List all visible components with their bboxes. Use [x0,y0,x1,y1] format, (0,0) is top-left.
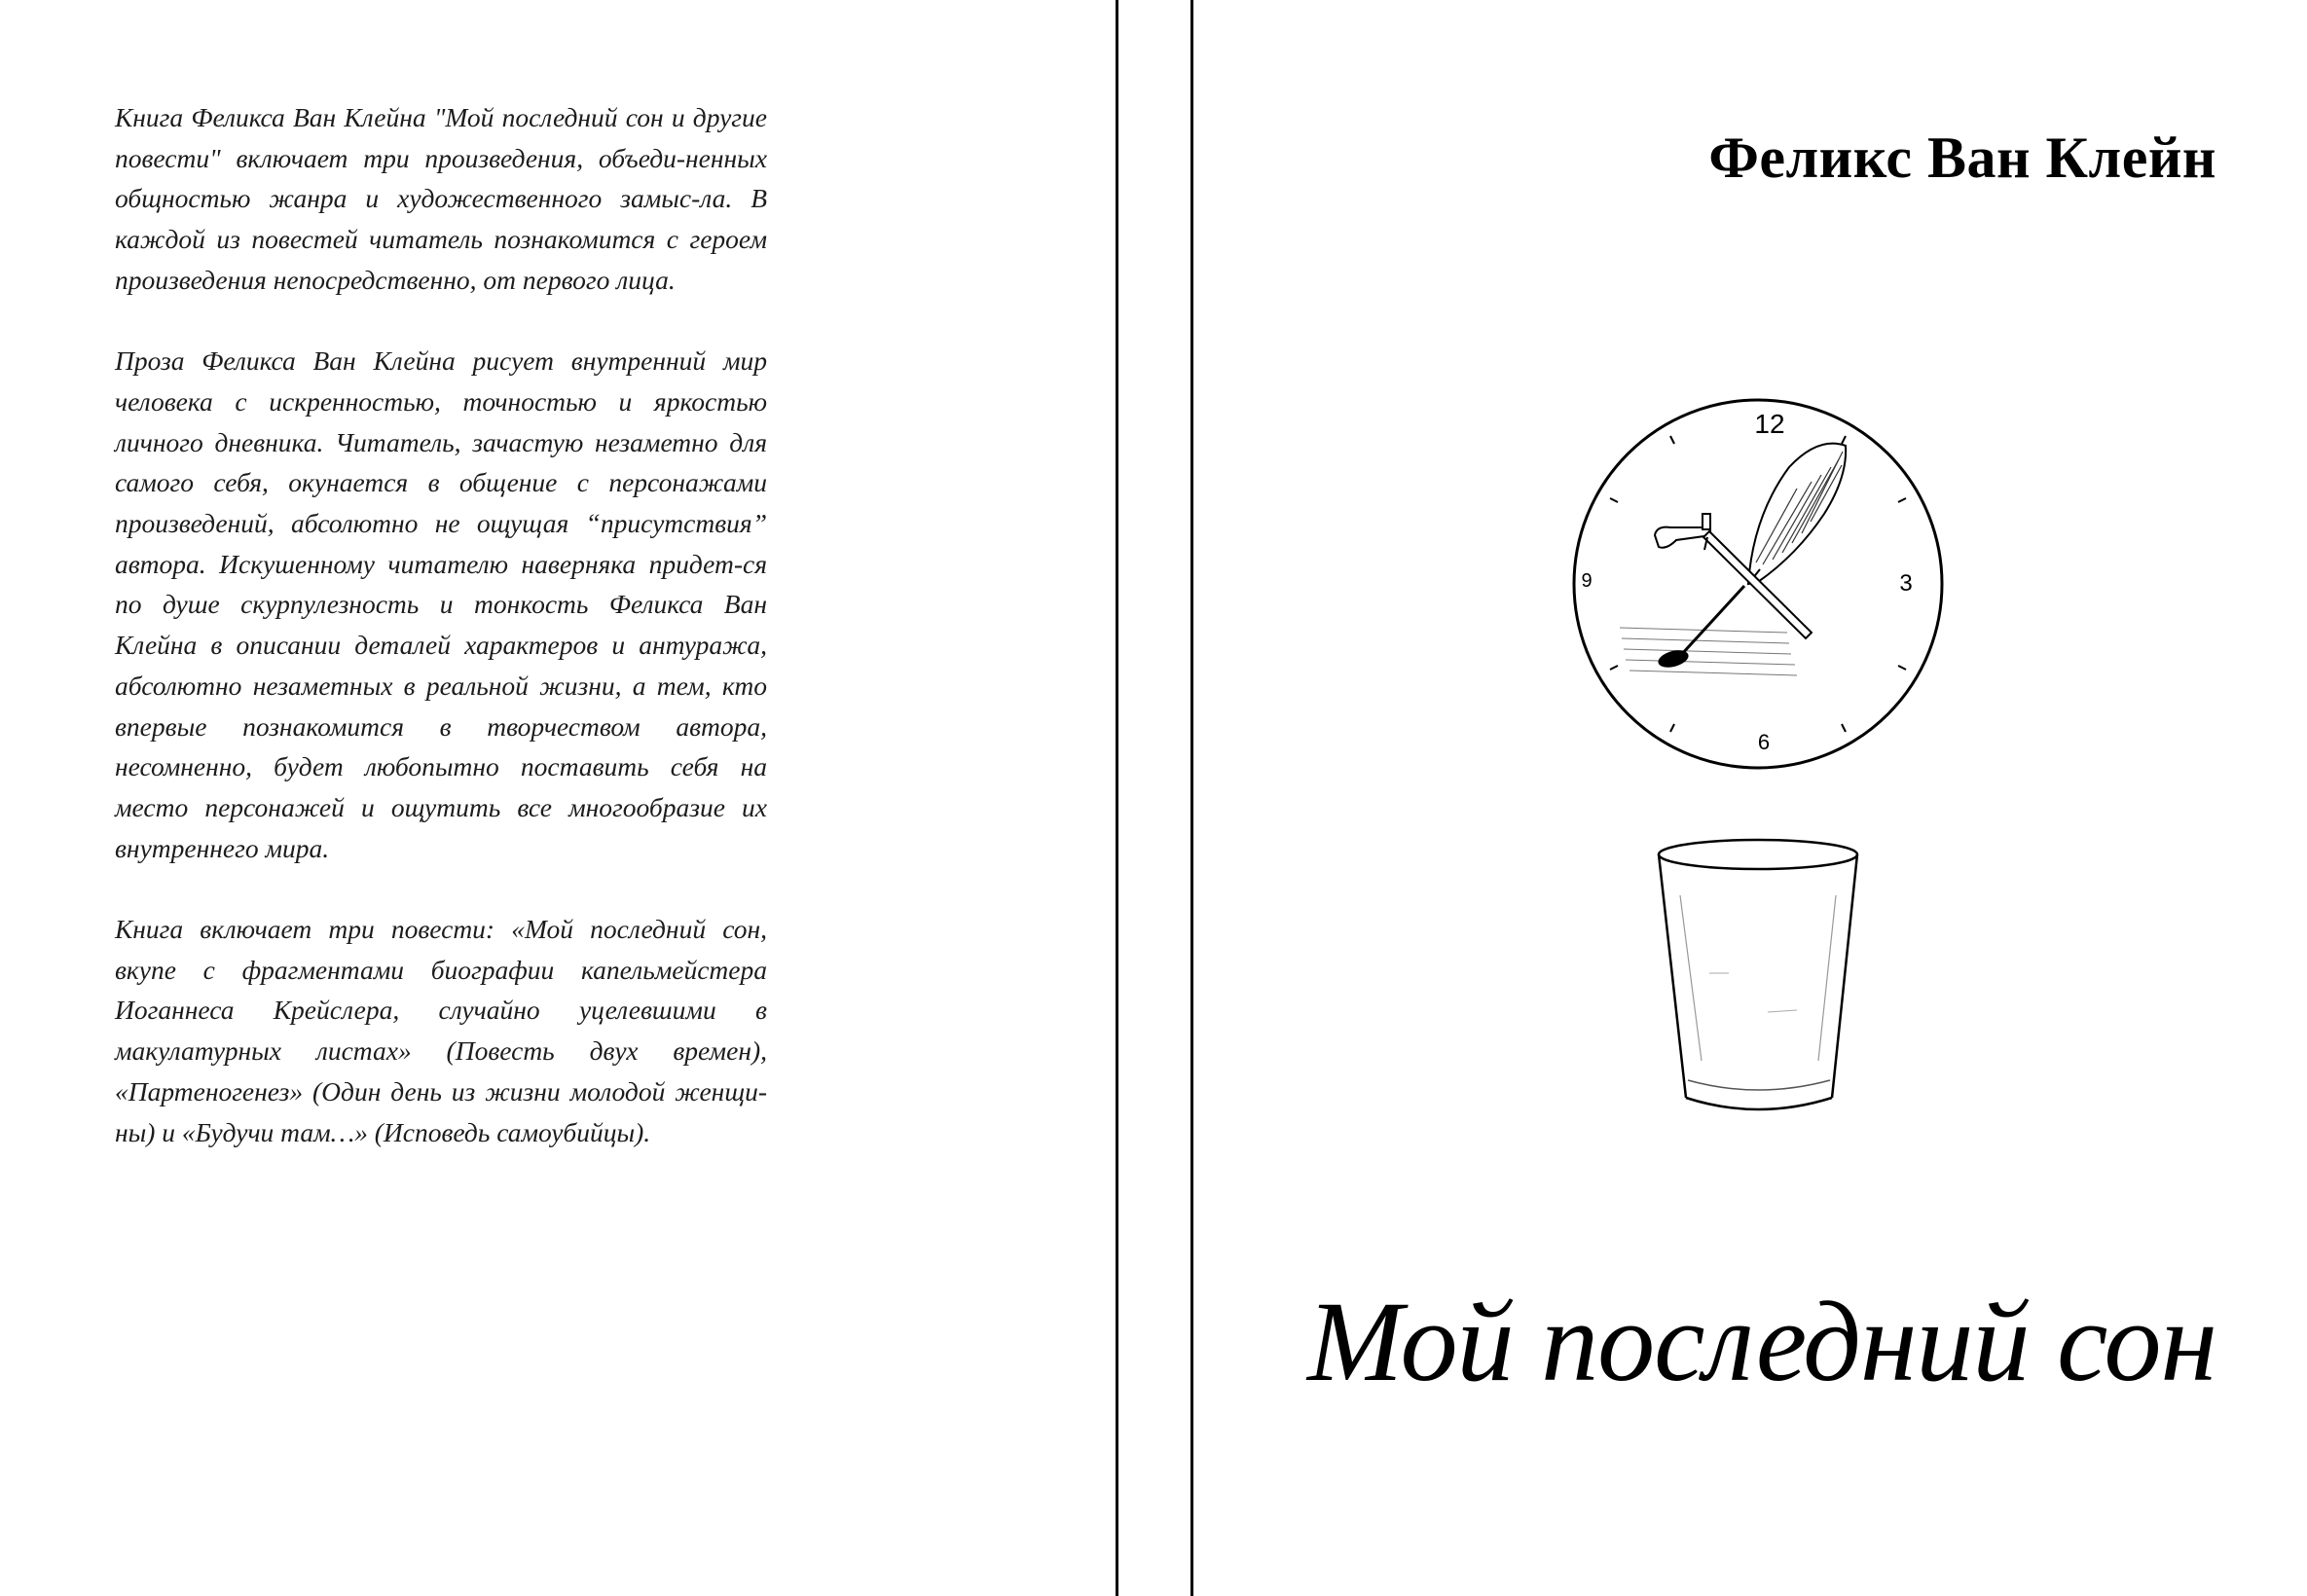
back-cover-blurb [115,97,767,1193]
clock-numeral-12: 12 [1754,409,1785,439]
blurb-paragraph-1: Книга Феликса Ван Клейна "Мой последний сон и другие повести" включает три произведения, объеди-ненных общностью жанра и художественного замыс-ла. В каждой из повестей читатель познакомится с героем произведения непосредственно, от первого лица. [115,102,767,295]
clock-illustration [1563,389,1953,779]
glass-illustration [1651,837,1865,1129]
music-note-hand [1656,586,1744,671]
back-cover [0,0,1116,1596]
clock-numeral-3: 3 [1899,570,1913,597]
front-cover [1193,0,2307,1596]
book-title: Мой последний сон [1306,1278,2216,1405]
blurb-paragraph-3: Книга включает три повести: «Мой последний сон, вкупе с фрагментами биографии капельмейстера Иоганнеса Крейслера, случайно уцелевшими в макулатурных листах» (Повесть двух времен), «Партеногенез» (Один день из жизни молодой женщи-ны) и «Будучи там…» (Исповедь самоубийцы). [115,914,767,1147]
clock-numeral-9: 9 [1581,570,1593,592]
music-staff-lines [1620,628,1797,675]
blurb-paragraph-2: Проза Феликса Ван Клейна рисует внутренний мир человека с искренностью, точностью и яркостью личного дневника. Читатель, зачастую незаметно для самого себя, окунается в общение с персонажами произведений, абсолютно не ощущая “присутствия” автора. Искушенному читателю наверняка придет-ся по душе скурпулезность и тонкость Феликса Ван Клейна в описании деталей характеров и антуража, абсолютно незаметных в реальной жизни, а тем, кто впервые познакомится в творчеством автора, несомненно, будет любопытно поставить себя на место персонажей и ощутить все многообразие их внутреннего мира. [115,345,767,863]
clock-numeral-6: 6 [1757,730,1771,754]
quill-hand [1748,444,1846,584]
spine-left-border [1116,0,1118,1596]
author-name: Феликс Ван Клейн [1708,126,2216,190]
